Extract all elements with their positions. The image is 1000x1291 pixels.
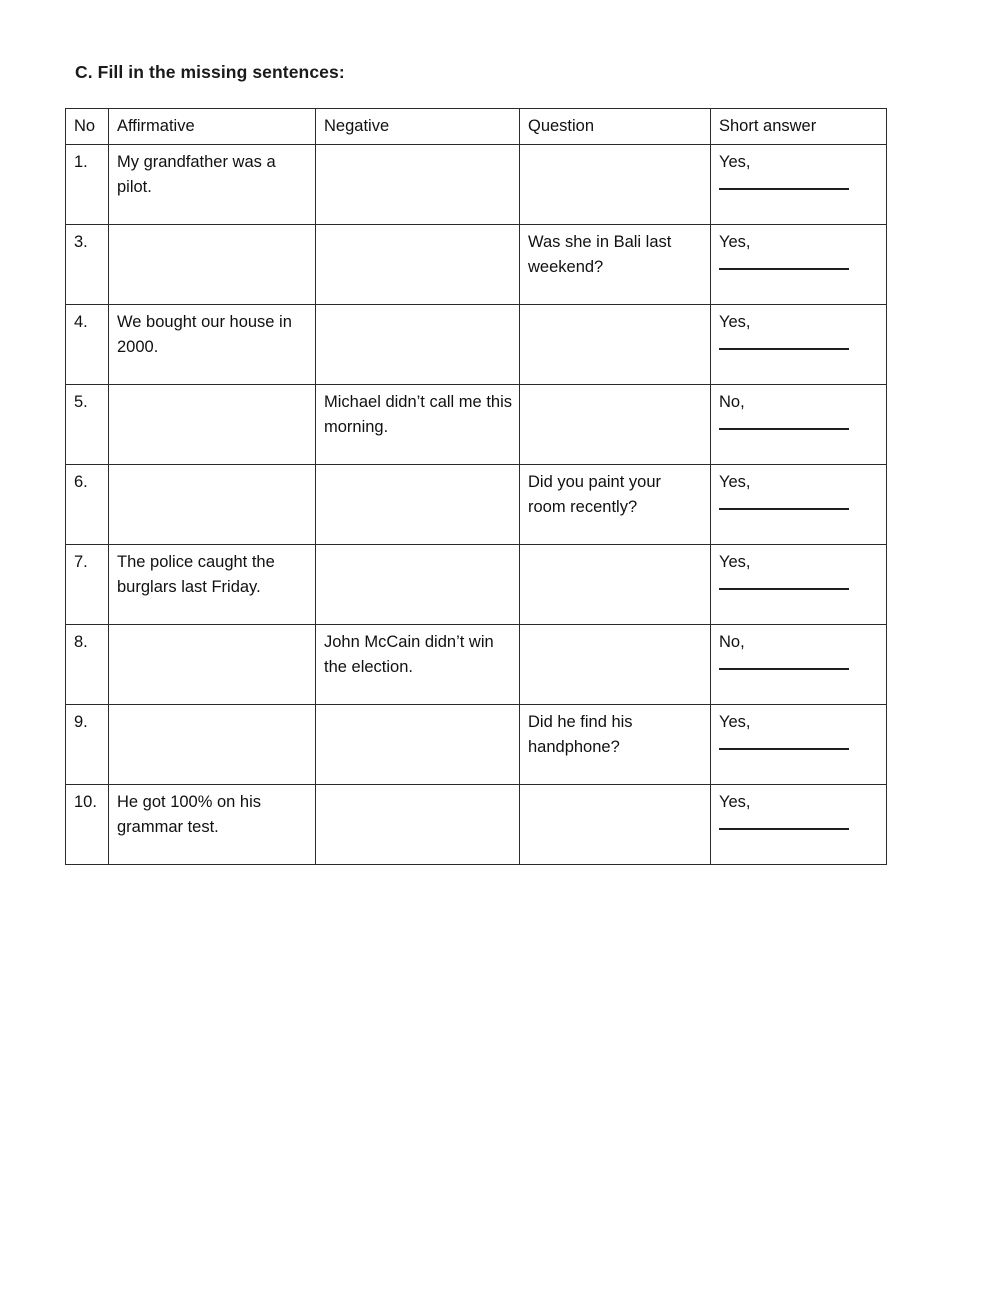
column-header-short-answer: Short answer — [711, 109, 887, 145]
affirmative-cell-text: He got 100% on his grammar test. — [117, 792, 262, 837]
affirmative-cell-text — [117, 230, 308, 231]
table-row — [66, 624, 887, 704]
short-answer-group — [719, 630, 879, 671]
negative-cell-text: Michael didn’t call me this morning. — [324, 392, 512, 437]
negative-cell — [316, 544, 520, 624]
row-number-cell-text: 1. — [74, 152, 88, 171]
short-answer-group — [719, 790, 879, 831]
table-row — [66, 464, 887, 544]
negative-cell — [316, 784, 520, 864]
short-answer-cell — [711, 464, 887, 544]
short-answer-cell — [711, 784, 887, 864]
short-answer-group — [719, 550, 879, 591]
affirmative-cell — [109, 544, 316, 624]
question-cell — [520, 224, 711, 304]
negative-cell-text: John McCain didn’t win the election. — [324, 632, 494, 677]
short-answer-cell — [711, 544, 887, 624]
negative-cell-text — [324, 790, 512, 791]
row-number-cell-text: 6. — [74, 472, 88, 491]
short-answer-group — [719, 310, 879, 351]
row-number-cell — [66, 464, 109, 544]
row-number-cell — [66, 784, 109, 864]
table-row — [66, 304, 887, 384]
question-cell — [520, 384, 711, 464]
row-number-cell-text: 4. — [74, 312, 88, 331]
section-title: C. Fill in the missing sentences: — [75, 62, 345, 82]
row-number-cell-text: 5. — [74, 392, 88, 411]
question-cell-text — [528, 550, 703, 551]
question-cell — [520, 464, 711, 544]
column-header-question: Question — [520, 109, 711, 145]
table-row — [66, 544, 887, 624]
question-cell-text — [528, 150, 703, 151]
affirmative-cell — [109, 624, 316, 704]
row-number-cell — [66, 144, 109, 224]
negative-cell-text — [324, 150, 512, 151]
row-number-cell-text: 3. — [74, 232, 88, 251]
question-cell-text — [528, 310, 703, 311]
negative-cell-text — [324, 470, 512, 471]
affirmative-cell-text: My grandfather was a pilot. — [117, 152, 276, 197]
affirmative-cell — [109, 304, 316, 384]
short-answer-label: No, — [719, 632, 745, 651]
short-answer-cell — [711, 144, 887, 224]
affirmative-cell-text — [117, 390, 308, 391]
short-answer-cell — [711, 304, 887, 384]
affirmative-cell — [109, 384, 316, 464]
table-row — [66, 144, 887, 224]
negative-cell — [316, 384, 520, 464]
short-answer-blank[interactable] — [719, 268, 849, 270]
negative-cell-text — [324, 310, 512, 311]
short-answer-label: Yes, — [719, 792, 751, 811]
negative-cell — [316, 144, 520, 224]
fill-in-sentences-table — [65, 108, 887, 865]
table-row — [66, 704, 887, 784]
table-header-row — [66, 109, 887, 145]
negative-cell-text — [324, 710, 512, 711]
question-cell-text: Was she in Bali last weekend? — [528, 232, 672, 277]
short-answer-label: Yes, — [719, 312, 751, 331]
row-number-cell-text: 8. — [74, 632, 88, 651]
row-number-cell — [66, 704, 109, 784]
short-answer-blank[interactable] — [719, 428, 849, 430]
column-header-no: No — [66, 109, 109, 145]
question-cell — [520, 544, 711, 624]
column-header-affirmative: Affirmative — [109, 109, 316, 145]
short-answer-label: Yes, — [719, 712, 751, 731]
affirmative-cell-text — [117, 630, 308, 631]
short-answer-label: Yes, — [719, 472, 751, 491]
row-number-cell — [66, 224, 109, 304]
affirmative-cell-text — [117, 470, 308, 471]
table-body — [66, 144, 887, 864]
question-cell — [520, 704, 711, 784]
short-answer-blank[interactable] — [719, 588, 849, 590]
short-answer-label: Yes, — [719, 152, 751, 171]
question-cell — [520, 304, 711, 384]
row-number-cell — [66, 544, 109, 624]
negative-cell — [316, 224, 520, 304]
question-cell — [520, 784, 711, 864]
short-answer-blank[interactable] — [719, 748, 849, 750]
question-cell-text — [528, 630, 703, 631]
row-number-cell-text: 7. — [74, 552, 88, 571]
short-answer-group — [719, 230, 879, 271]
row-number-cell — [66, 304, 109, 384]
table-row — [66, 224, 887, 304]
short-answer-group — [719, 150, 879, 191]
table-header — [66, 109, 887, 145]
affirmative-cell-text: The police caught the burglars last Friday. — [117, 552, 275, 597]
short-answer-label: Yes, — [719, 552, 751, 571]
question-cell-text: Did he find his handphone? — [528, 712, 633, 757]
short-answer-cell — [711, 624, 887, 704]
short-answer-group — [719, 470, 879, 511]
negative-cell — [316, 464, 520, 544]
affirmative-cell-text: We bought our house in 2000. — [117, 312, 292, 357]
affirmative-cell — [109, 144, 316, 224]
negative-cell-text — [324, 550, 512, 551]
affirmative-cell — [109, 704, 316, 784]
row-number-cell — [66, 624, 109, 704]
short-answer-blank[interactable] — [719, 348, 849, 350]
affirmative-cell-text — [117, 710, 308, 711]
negative-cell — [316, 704, 520, 784]
short-answer-blank[interactable] — [719, 828, 849, 830]
short-answer-blank[interactable] — [719, 508, 849, 510]
short-answer-label: No, — [719, 392, 745, 411]
negative-cell — [316, 304, 520, 384]
question-cell — [520, 144, 711, 224]
short-answer-blank[interactable] — [719, 668, 849, 670]
affirmative-cell — [109, 464, 316, 544]
short-answer-label: Yes, — [719, 232, 751, 251]
row-number-cell-text: 9. — [74, 712, 88, 731]
row-number-cell-text: 10. — [74, 792, 97, 811]
affirmative-cell — [109, 784, 316, 864]
negative-cell-text — [324, 230, 512, 231]
question-cell-text — [528, 790, 703, 791]
column-header-negative: Negative — [316, 109, 520, 145]
short-answer-cell — [711, 224, 887, 304]
question-cell-text: Did you paint your room recently? — [528, 472, 661, 517]
short-answer-cell — [711, 384, 887, 464]
question-cell — [520, 624, 711, 704]
question-cell-text — [528, 390, 703, 391]
table-row — [66, 384, 887, 464]
negative-cell — [316, 624, 520, 704]
table-row — [66, 784, 887, 864]
row-number-cell — [66, 384, 109, 464]
short-answer-blank[interactable] — [719, 188, 849, 190]
affirmative-cell — [109, 224, 316, 304]
short-answer-cell — [711, 704, 887, 784]
short-answer-group — [719, 390, 879, 431]
short-answer-group — [719, 710, 879, 751]
